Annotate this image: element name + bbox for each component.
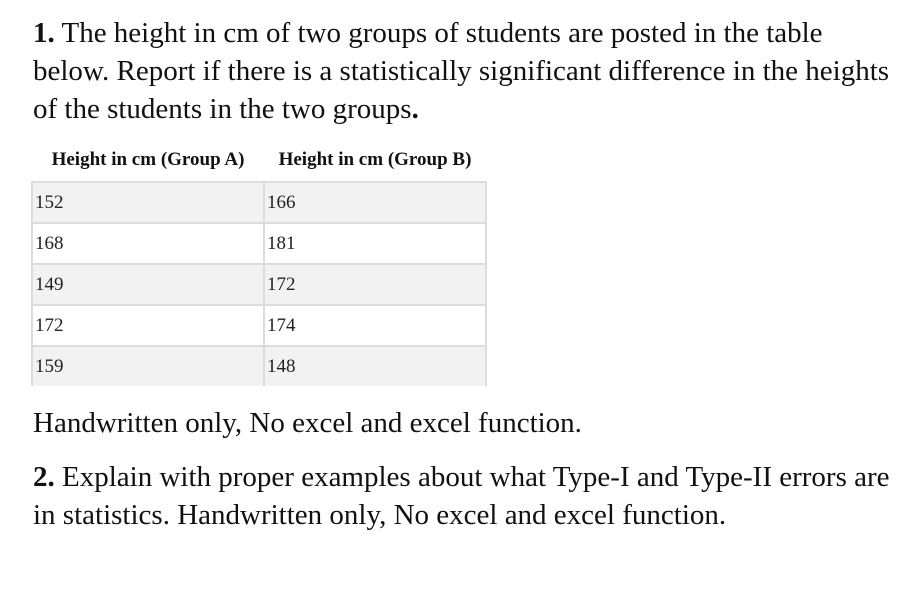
question-1-number: 1.	[33, 17, 55, 49]
cell-group-b: 181	[264, 223, 486, 264]
cell-group-a: 159	[32, 346, 264, 386]
question-2	[33, 458, 893, 534]
table-row	[32, 223, 486, 264]
question-2-number: 2.	[33, 461, 55, 493]
question-1	[33, 14, 893, 128]
header-group-b: Height in cm (Group B)	[264, 143, 486, 182]
cell-group-a: 152	[32, 182, 264, 223]
cell-group-b: 172	[264, 264, 486, 305]
cell-group-a: 172	[32, 305, 264, 346]
heights-table	[31, 143, 487, 386]
header-group-a: Height in cm (Group A)	[32, 143, 264, 182]
heights-table-container	[31, 143, 487, 386]
table-row	[32, 264, 486, 305]
table-header-row	[32, 143, 486, 182]
question-2-text: Explain with proper examples about what Type-I and Type-II errors are in statistics. Handwritten only, No excel and excel function.	[33, 461, 890, 531]
cell-group-a: 149	[32, 264, 264, 305]
cell-group-b: 166	[264, 182, 486, 223]
table-row	[32, 305, 486, 346]
cell-group-a: 168	[32, 223, 264, 264]
cell-group-b: 174	[264, 305, 486, 346]
question-1-end-punct: .	[411, 93, 419, 125]
table-row	[32, 346, 486, 386]
handwritten-note: Handwritten only, No excel and excel function.	[33, 407, 582, 439]
question-1-text: The height in cm of two groups of students are posted in the table below. Report if there is a statistically significant difference in the heights of the students in the two groups	[33, 17, 890, 125]
cell-group-b: 148	[264, 346, 486, 386]
table-row	[32, 182, 486, 223]
